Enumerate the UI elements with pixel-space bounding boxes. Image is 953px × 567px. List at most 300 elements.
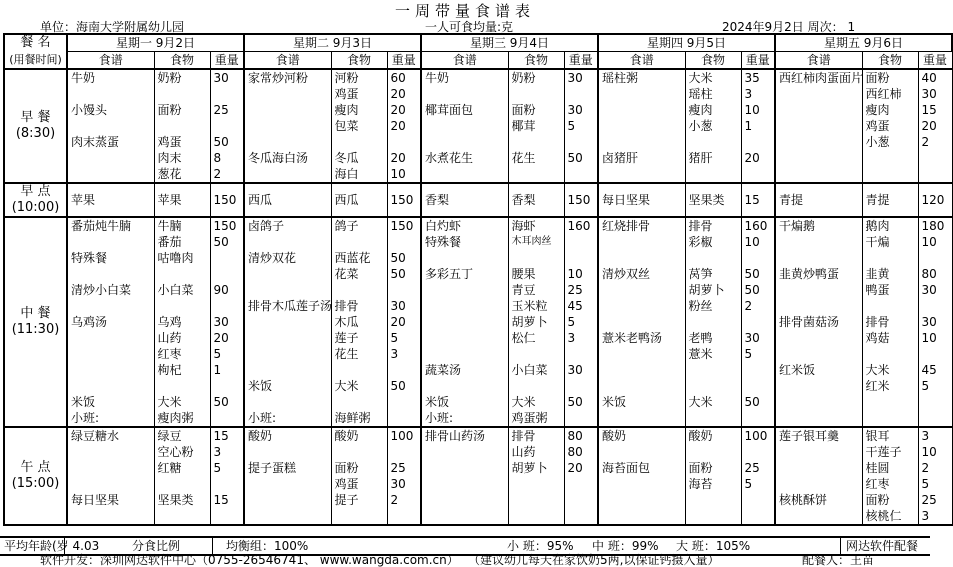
table-row bbox=[4, 460, 952, 476]
weight-cell: 10 bbox=[564, 266, 598, 282]
table-row bbox=[4, 102, 952, 118]
food-cell bbox=[862, 346, 918, 362]
food-cell: 瘦肉粥 bbox=[154, 410, 210, 427]
weight-cell: 20 bbox=[741, 150, 775, 166]
weight-cell bbox=[387, 444, 421, 460]
weight-cell: 5 bbox=[564, 118, 598, 134]
meal-name: 午 点 bbox=[20, 460, 51, 475]
weight-cell: 10 bbox=[387, 166, 421, 183]
weight-cell bbox=[564, 410, 598, 427]
recipe-cell: 酸奶 bbox=[244, 427, 331, 444]
weight-cell: 2 bbox=[210, 166, 244, 183]
food-cell: 大米 bbox=[331, 378, 387, 394]
weight-cell bbox=[918, 250, 952, 266]
recipe-cell bbox=[67, 362, 154, 378]
weight-cell bbox=[918, 410, 952, 427]
recipe-cell bbox=[67, 150, 154, 166]
recipe-cell bbox=[244, 362, 331, 378]
food-cell: 面粉 bbox=[154, 102, 210, 118]
col-food: 食物 bbox=[508, 52, 564, 70]
meal-name: 早 点 bbox=[20, 184, 51, 199]
recipe-cell bbox=[67, 444, 154, 460]
weight-cell: 50 bbox=[210, 234, 244, 250]
unit-label: 单位：海南大学附属幼儿园 bbox=[40, 20, 185, 34]
food-cell: 松仁 bbox=[508, 330, 564, 346]
food-cell: 粉丝 bbox=[685, 298, 741, 314]
recipe-cell bbox=[67, 508, 154, 525]
food-cell: 花生 bbox=[331, 346, 387, 362]
food-cell: 面粉 bbox=[508, 102, 564, 118]
food-cell: 排骨 bbox=[862, 314, 918, 330]
weight-cell bbox=[741, 410, 775, 427]
food-cell: 苹果 bbox=[154, 183, 210, 217]
food-cell: 排骨 bbox=[508, 427, 564, 444]
recipe-cell bbox=[244, 508, 331, 525]
food-cell: 桂圆 bbox=[862, 460, 918, 476]
weight-cell: 2 bbox=[918, 460, 952, 476]
weight-cell bbox=[210, 508, 244, 525]
recipe-cell bbox=[67, 460, 154, 476]
recipe-cell bbox=[67, 330, 154, 346]
food-cell: 山药 bbox=[154, 330, 210, 346]
food-cell: 大米 bbox=[508, 394, 564, 410]
food-cell bbox=[685, 410, 741, 427]
weight-cell: 60 bbox=[387, 69, 421, 86]
recipe-cell: 小馒头 bbox=[67, 102, 154, 118]
recipe-cell bbox=[775, 508, 862, 525]
recipe-cell bbox=[775, 134, 862, 150]
weight-cell: 50 bbox=[387, 250, 421, 266]
weight-cell: 80 bbox=[564, 427, 598, 444]
weight-cell: 40 bbox=[918, 69, 952, 86]
meal-col-header: 餐 名 bbox=[4, 34, 67, 52]
recipe-cell bbox=[421, 298, 508, 314]
food-cell: 酸奶 bbox=[685, 427, 741, 444]
food-cell: 干莲子 bbox=[862, 444, 918, 460]
food-cell: 坚果类 bbox=[154, 492, 210, 508]
weight-cell bbox=[210, 410, 244, 427]
weight-cell: 3 bbox=[741, 86, 775, 102]
recipe-cell bbox=[421, 250, 508, 266]
table-row bbox=[4, 282, 952, 298]
weight-cell: 80 bbox=[918, 266, 952, 282]
weight-cell: 50 bbox=[210, 134, 244, 150]
recipe-cell bbox=[244, 134, 331, 150]
food-cell: 包菜 bbox=[331, 118, 387, 134]
food-cell: 小白菜 bbox=[508, 362, 564, 378]
weight-cell: 1 bbox=[210, 362, 244, 378]
recipe-cell: 小班: bbox=[67, 410, 154, 427]
table-row bbox=[4, 217, 952, 234]
recipe-cell bbox=[67, 234, 154, 250]
recipe-cell bbox=[244, 118, 331, 134]
food-cell bbox=[331, 508, 387, 525]
weight-cell: 20 bbox=[918, 118, 952, 134]
weight-cell bbox=[918, 346, 952, 362]
recipe-cell bbox=[421, 508, 508, 525]
recipe-cell bbox=[244, 330, 331, 346]
recipe-cell bbox=[598, 298, 685, 314]
food-cell bbox=[685, 250, 741, 266]
food-cell: 鸽子 bbox=[331, 217, 387, 234]
table-row bbox=[4, 444, 952, 460]
food-cell: 奶粉 bbox=[154, 69, 210, 86]
recipe-cell: 瑶柱粥 bbox=[598, 69, 685, 86]
recipe-cell bbox=[775, 150, 862, 166]
weight-cell: 30 bbox=[564, 102, 598, 118]
weight-cell: 20 bbox=[387, 118, 421, 134]
weight-cell: 2 bbox=[918, 134, 952, 150]
recipe-cell bbox=[598, 166, 685, 183]
meal-name: 中 餐 bbox=[20, 306, 51, 321]
food-cell bbox=[154, 508, 210, 525]
recipe-cell bbox=[598, 282, 685, 298]
food-cell: 花生 bbox=[508, 150, 564, 166]
food-cell: 彩椒 bbox=[685, 234, 741, 250]
weight-cell bbox=[741, 166, 775, 183]
food-cell: 西瓜 bbox=[331, 183, 387, 217]
recipe-cell bbox=[598, 86, 685, 102]
recipe-cell bbox=[421, 460, 508, 476]
recipe-cell: 米饭 bbox=[421, 394, 508, 410]
recipe-cell: 每日坚果 bbox=[67, 492, 154, 508]
food-cell bbox=[508, 166, 564, 183]
food-cell: 面粉 bbox=[685, 460, 741, 476]
table-row bbox=[4, 69, 952, 86]
weight-cell: 5 bbox=[387, 330, 421, 346]
weight-cell: 2 bbox=[741, 298, 775, 314]
recipe-cell bbox=[244, 102, 331, 118]
food-cell bbox=[508, 346, 564, 362]
table-row bbox=[4, 362, 952, 378]
menu-table bbox=[3, 33, 953, 526]
food-cell bbox=[154, 86, 210, 102]
meal-time: (8:30) bbox=[15, 126, 56, 141]
table-row bbox=[4, 427, 952, 444]
weight-cell: 45 bbox=[564, 298, 598, 314]
table-row bbox=[4, 150, 952, 166]
weight-cell bbox=[210, 298, 244, 314]
big-class-ratio: 大 班：105% bbox=[676, 539, 751, 553]
weight-cell: 25 bbox=[741, 460, 775, 476]
food-cell: 酸奶 bbox=[331, 427, 387, 444]
recipe-cell: 苹果 bbox=[67, 183, 154, 217]
food-cell: 西蓝花 bbox=[331, 250, 387, 266]
food-cell: 海鲜粥 bbox=[331, 410, 387, 427]
recipe-cell bbox=[67, 166, 154, 183]
food-cell: 鹅肉 bbox=[862, 217, 918, 234]
weight-cell: 30 bbox=[564, 362, 598, 378]
table-row bbox=[4, 86, 952, 102]
weight-cell: 20 bbox=[210, 330, 244, 346]
day-header: 星期三 9月4日 bbox=[421, 34, 598, 52]
weight-cell: 100 bbox=[387, 427, 421, 444]
food-cell: 小白菜 bbox=[154, 282, 210, 298]
food-cell: 莴笋 bbox=[685, 266, 741, 282]
food-cell bbox=[331, 362, 387, 378]
food-cell: 排骨 bbox=[331, 298, 387, 314]
weight-cell bbox=[387, 394, 421, 410]
food-cell: 面粉 bbox=[862, 69, 918, 86]
page-title: 一周带量食谱表 bbox=[394, 2, 535, 20]
weight-cell: 45 bbox=[918, 362, 952, 378]
recipe-cell: 小班: bbox=[421, 410, 508, 427]
weight-cell: 5 bbox=[918, 476, 952, 492]
food-cell bbox=[685, 508, 741, 525]
food-cell: 排骨 bbox=[685, 217, 741, 234]
recipe-cell bbox=[598, 410, 685, 427]
food-cell: 绿豆 bbox=[154, 427, 210, 444]
weight-cell: 20 bbox=[387, 86, 421, 102]
col-weight: 重量 bbox=[741, 52, 775, 70]
food-cell: 莲子 bbox=[331, 330, 387, 346]
food-cell: 大米 bbox=[154, 394, 210, 410]
recipe-cell: 清炒小白菜 bbox=[67, 282, 154, 298]
col-food: 食物 bbox=[154, 52, 210, 70]
recipe-cell bbox=[598, 378, 685, 394]
meal-label-snack-pm bbox=[4, 427, 67, 525]
weight-cell: 50 bbox=[387, 378, 421, 394]
food-cell: 干煸 bbox=[862, 234, 918, 250]
recipe-cell: 蔬菜汤 bbox=[421, 362, 508, 378]
food-cell bbox=[685, 378, 741, 394]
food-cell: 奶粉 bbox=[508, 69, 564, 86]
table-row bbox=[4, 118, 952, 134]
weight-cell: 10 bbox=[918, 330, 952, 346]
food-cell: 坚果类 bbox=[685, 183, 741, 217]
recipe-cell bbox=[244, 86, 331, 102]
table-row bbox=[4, 134, 952, 150]
food-cell: 河粉 bbox=[331, 69, 387, 86]
recipe-cell: 白灼虾 bbox=[421, 217, 508, 234]
recipe-cell: 牛奶 bbox=[421, 69, 508, 86]
food-cell: 西红柿 bbox=[862, 86, 918, 102]
recipe-cell bbox=[67, 266, 154, 282]
recipe-cell: 椰茸面包 bbox=[421, 102, 508, 118]
weight-cell: 150 bbox=[387, 183, 421, 217]
recipe-cell bbox=[421, 346, 508, 362]
weight-cell bbox=[741, 362, 775, 378]
weight-cell bbox=[387, 134, 421, 150]
food-cell: 山药 bbox=[508, 444, 564, 460]
recipe-cell bbox=[67, 118, 154, 134]
meal-name: 早 餐 bbox=[20, 110, 51, 125]
meal-time: (15:00) bbox=[11, 476, 60, 491]
weight-cell bbox=[741, 314, 775, 330]
recipe-cell: 莲子银耳羹 bbox=[775, 427, 862, 444]
weight-cell: 150 bbox=[210, 183, 244, 217]
food-cell: 大米 bbox=[685, 394, 741, 410]
food-cell: 大米 bbox=[862, 362, 918, 378]
ratio-label: 分食比例 bbox=[132, 539, 181, 553]
per-person-note: 一人可食均量:克 bbox=[425, 20, 514, 34]
weight-cell: 160 bbox=[564, 217, 598, 234]
recipe-cell: 每日坚果 bbox=[598, 183, 685, 217]
food-cell bbox=[331, 282, 387, 298]
recipe-cell bbox=[598, 362, 685, 378]
food-cell: 胡萝卜 bbox=[508, 314, 564, 330]
weight-cell bbox=[387, 234, 421, 250]
food-cell: 香梨 bbox=[508, 183, 564, 217]
recipe-cell: 牛奶 bbox=[67, 69, 154, 86]
col-recipe: 食谱 bbox=[244, 52, 331, 70]
recipe-cell: 香梨 bbox=[421, 183, 508, 217]
food-cell: 木耳肉丝 bbox=[508, 234, 564, 250]
weight-cell: 5 bbox=[741, 346, 775, 362]
recipe-cell: 多彩五丁 bbox=[421, 266, 508, 282]
col-food: 食物 bbox=[862, 52, 918, 70]
recipe-cell bbox=[775, 394, 862, 410]
recipe-cell bbox=[67, 476, 154, 492]
food-cell bbox=[685, 134, 741, 150]
food-cell: 鸡蛋 bbox=[331, 476, 387, 492]
food-cell bbox=[154, 476, 210, 492]
weight-cell: 15 bbox=[918, 102, 952, 118]
food-cell bbox=[331, 444, 387, 460]
recipe-cell bbox=[244, 266, 331, 282]
table-row bbox=[4, 166, 952, 183]
weight-cell: 50 bbox=[564, 394, 598, 410]
food-cell bbox=[508, 492, 564, 508]
food-cell: 青提 bbox=[862, 183, 918, 217]
recipe-cell bbox=[244, 346, 331, 362]
food-cell bbox=[862, 410, 918, 427]
food-cell: 椰茸 bbox=[508, 118, 564, 134]
weight-cell: 20 bbox=[387, 102, 421, 118]
recipe-cell: 米饭 bbox=[244, 378, 331, 394]
food-cell: 胡萝卜 bbox=[508, 460, 564, 476]
food-cell: 鸡蛋 bbox=[331, 86, 387, 102]
recipe-cell bbox=[244, 234, 331, 250]
recipe-cell bbox=[244, 314, 331, 330]
weight-cell bbox=[741, 444, 775, 460]
avg-age: 平均年龄(岁 4.03 bbox=[4, 539, 100, 553]
food-cell bbox=[508, 476, 564, 492]
meal-label-lunch bbox=[4, 217, 67, 427]
small-class-ratio: 小 班：95% bbox=[507, 539, 574, 553]
recipe-cell bbox=[67, 298, 154, 314]
table-row bbox=[4, 394, 952, 410]
recipe-cell bbox=[244, 476, 331, 492]
recipe-cell bbox=[244, 394, 331, 410]
recipe-cell bbox=[775, 250, 862, 266]
table-row bbox=[4, 508, 952, 525]
food-cell: 空心粉 bbox=[154, 444, 210, 460]
food-cell: 银耳 bbox=[862, 427, 918, 444]
weight-cell bbox=[741, 134, 775, 150]
recipe-cell bbox=[775, 86, 862, 102]
meal-time: (10:00) bbox=[11, 200, 60, 215]
table-row bbox=[4, 330, 952, 346]
food-cell: 红枣 bbox=[862, 476, 918, 492]
food-cell bbox=[508, 508, 564, 525]
recipe-cell bbox=[775, 282, 862, 298]
weight-cell: 30 bbox=[918, 314, 952, 330]
recipe-cell: 卤鸽子 bbox=[244, 217, 331, 234]
weight-cell: 3 bbox=[918, 508, 952, 525]
food-cell bbox=[508, 86, 564, 102]
weight-cell: 50 bbox=[210, 394, 244, 410]
recipe-cell bbox=[598, 134, 685, 150]
weight-cell: 150 bbox=[387, 217, 421, 234]
developer-info: 软件开发：深圳网达软件中心（0755-26546741、 www.wangda.com.cn） bbox=[40, 553, 459, 567]
food-cell: 面粉 bbox=[862, 492, 918, 508]
recipe-cell bbox=[775, 410, 862, 427]
weight-cell bbox=[741, 492, 775, 508]
weight-cell: 80 bbox=[564, 444, 598, 460]
food-cell bbox=[508, 250, 564, 266]
table-row bbox=[4, 378, 952, 394]
food-cell bbox=[508, 378, 564, 394]
weight-cell: 10 bbox=[741, 234, 775, 250]
weight-cell: 3 bbox=[210, 444, 244, 460]
recipe-cell bbox=[598, 102, 685, 118]
weight-cell: 90 bbox=[210, 282, 244, 298]
recipe-cell bbox=[67, 378, 154, 394]
recipe-cell: 特殊餐 bbox=[421, 234, 508, 250]
table-row bbox=[4, 234, 952, 250]
weight-cell bbox=[210, 250, 244, 266]
weight-cell bbox=[210, 378, 244, 394]
recipe-cell bbox=[421, 118, 508, 134]
col-weight: 重量 bbox=[210, 52, 244, 70]
weight-cell bbox=[210, 476, 244, 492]
recipe-cell bbox=[421, 314, 508, 330]
weight-cell: 3 bbox=[564, 330, 598, 346]
weight-cell: 20 bbox=[387, 314, 421, 330]
recipe-cell bbox=[598, 346, 685, 362]
weight-cell: 5 bbox=[918, 378, 952, 394]
weight-cell: 10 bbox=[918, 444, 952, 460]
recipe-cell bbox=[775, 378, 862, 394]
weight-cell bbox=[564, 492, 598, 508]
weight-cell bbox=[564, 378, 598, 394]
weight-cell bbox=[918, 166, 952, 183]
food-cell: 鸡蛋 bbox=[154, 134, 210, 150]
recipe-cell: 青提 bbox=[775, 183, 862, 217]
weight-cell: 100 bbox=[741, 427, 775, 444]
brand-label: 网达软件配餐 bbox=[846, 539, 919, 553]
weight-cell bbox=[741, 378, 775, 394]
food-cell: 葱花 bbox=[154, 166, 210, 183]
weight-cell bbox=[918, 298, 952, 314]
recipe-cell: 米饭 bbox=[598, 394, 685, 410]
day-header: 星期一 9月2日 bbox=[67, 34, 244, 52]
cook-name: 配餐人：王苗 bbox=[802, 553, 875, 567]
recipe-cell bbox=[244, 492, 331, 508]
table-row bbox=[4, 476, 952, 492]
day-header: 星期四 9月5日 bbox=[598, 34, 775, 52]
food-cell bbox=[685, 314, 741, 330]
recipe-cell: 提子蛋糕 bbox=[244, 460, 331, 476]
food-cell: 韭黄 bbox=[862, 266, 918, 282]
weight-cell: 30 bbox=[387, 298, 421, 314]
food-cell: 乌鸡 bbox=[154, 314, 210, 330]
food-cell: 瘦肉 bbox=[862, 102, 918, 118]
weight-cell: 120 bbox=[918, 183, 952, 217]
recipe-cell bbox=[775, 298, 862, 314]
recipe-cell bbox=[775, 330, 862, 346]
food-cell bbox=[685, 444, 741, 460]
weight-cell bbox=[210, 86, 244, 102]
weight-cell: 50 bbox=[741, 266, 775, 282]
food-cell: 提子 bbox=[331, 492, 387, 508]
weight-cell: 5 bbox=[741, 476, 775, 492]
food-cell: 大米 bbox=[685, 69, 741, 86]
weight-cell: 30 bbox=[387, 476, 421, 492]
weight-cell: 1 bbox=[741, 118, 775, 134]
table-row bbox=[4, 250, 952, 266]
